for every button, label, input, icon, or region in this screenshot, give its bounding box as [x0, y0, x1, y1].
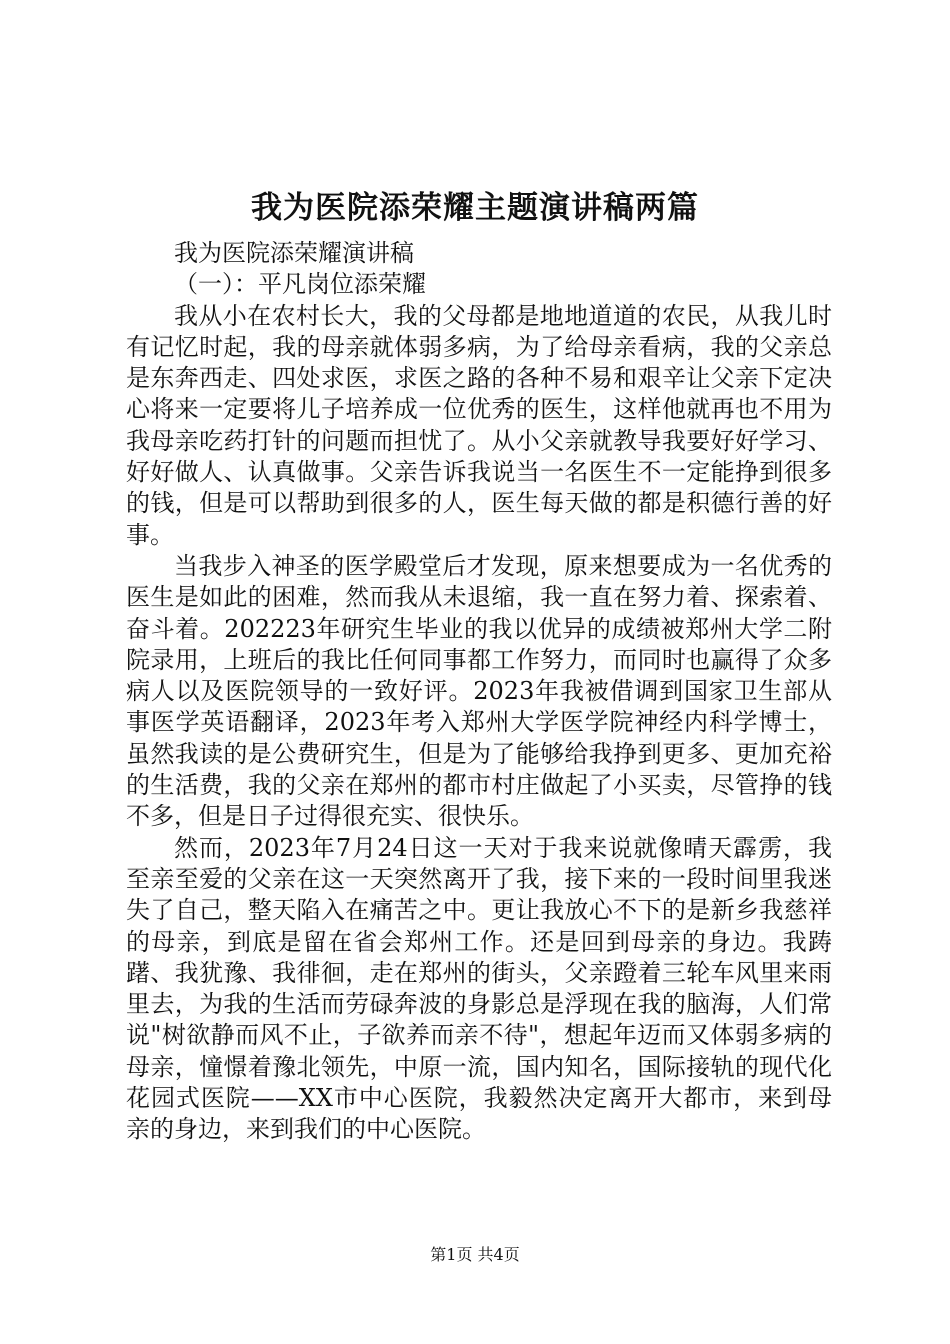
document-body [126, 238, 832, 1146]
document-title: 我为医院添荣耀主题演讲稿两篇 [251, 190, 699, 226]
section-heading-paragraph: （一）：平凡岗位添荣耀 [174, 270, 426, 299]
subtitle-paragraph: 我为医院添荣耀演讲稿 [174, 239, 414, 267]
page-footer: 第1页 共4页 [430, 1245, 520, 1264]
body-paragraph: 我从小在农村长大，我的父母都是地地道道的农民，从我儿时有记忆时起，我的母亲就体弱多病，为了给母亲看病，我的父亲总是东奔西走、四处求医，求医之路的各种不易和艰辛让父亲下定决心将来一定要将儿子培养成一位优秀的医生，这样他就再也不用为我母亲吃药打针的问题而担忧了。从小父亲就教导我要好好学习、好好做人、认真做事。父亲告诉我说当一名医生不一定能挣到很多的钱，但是可以帮助到很多的人，医生每天做的都是积德行善的好事。 [126, 301, 832, 549]
body-paragraph: 当我步入神圣的医学殿堂后才发现，原来想要成为一名优秀的医生是如此的困难，然而我从未退缩，我一直在努力着、探索着、奋斗着。202223年研究生毕业的我以优异的成绩被郑州大学二附院录用，上班后的我比任何同事都工作努力，而同时也赢得了众多病人以及医院领导的一致好评。2023年我被借调到国家卫生部从事医学英语翻译，2023年考入郑州大学医学院神经内科学博士，虽然我读的是公费研究生，但是为了能够给我挣到更多、更加充裕的生活费，我的父亲在郑州的都市村庄做起了小买卖，尽管挣的钱不多，但是日子过得很充实、很快乐。 [126, 551, 832, 831]
body-paragraph: 然而，2023年7月24日这一天对于我来说就像晴天霹雳，我至亲至爱的父亲在这一天突然离开了我，接下来的一段时间里我迷失了自己，整天陷入在痛苦之中。更让我放心不下的是新乡我慈祥的母亲，到底是留在省会郑州工作。还是回到母亲的身边。我踌躇、我犹豫、我徘徊，走在郑州的街头，父亲蹬着三轮车风里来雨里去，为我的生活而劳碌奔波的身影总是浮现在我的脑海，人们常说"树欲静而风不止，子欲养而亲不待"，想起年迈而又体弱多病的母亲，憧憬着豫北领先，中原一流，国内知名，国际接轨的现代化花园式医院——XX市中心医院，我毅然决定离开大都市，来到母亲的身边，来到我们的中心医院。 [126, 833, 832, 1144]
